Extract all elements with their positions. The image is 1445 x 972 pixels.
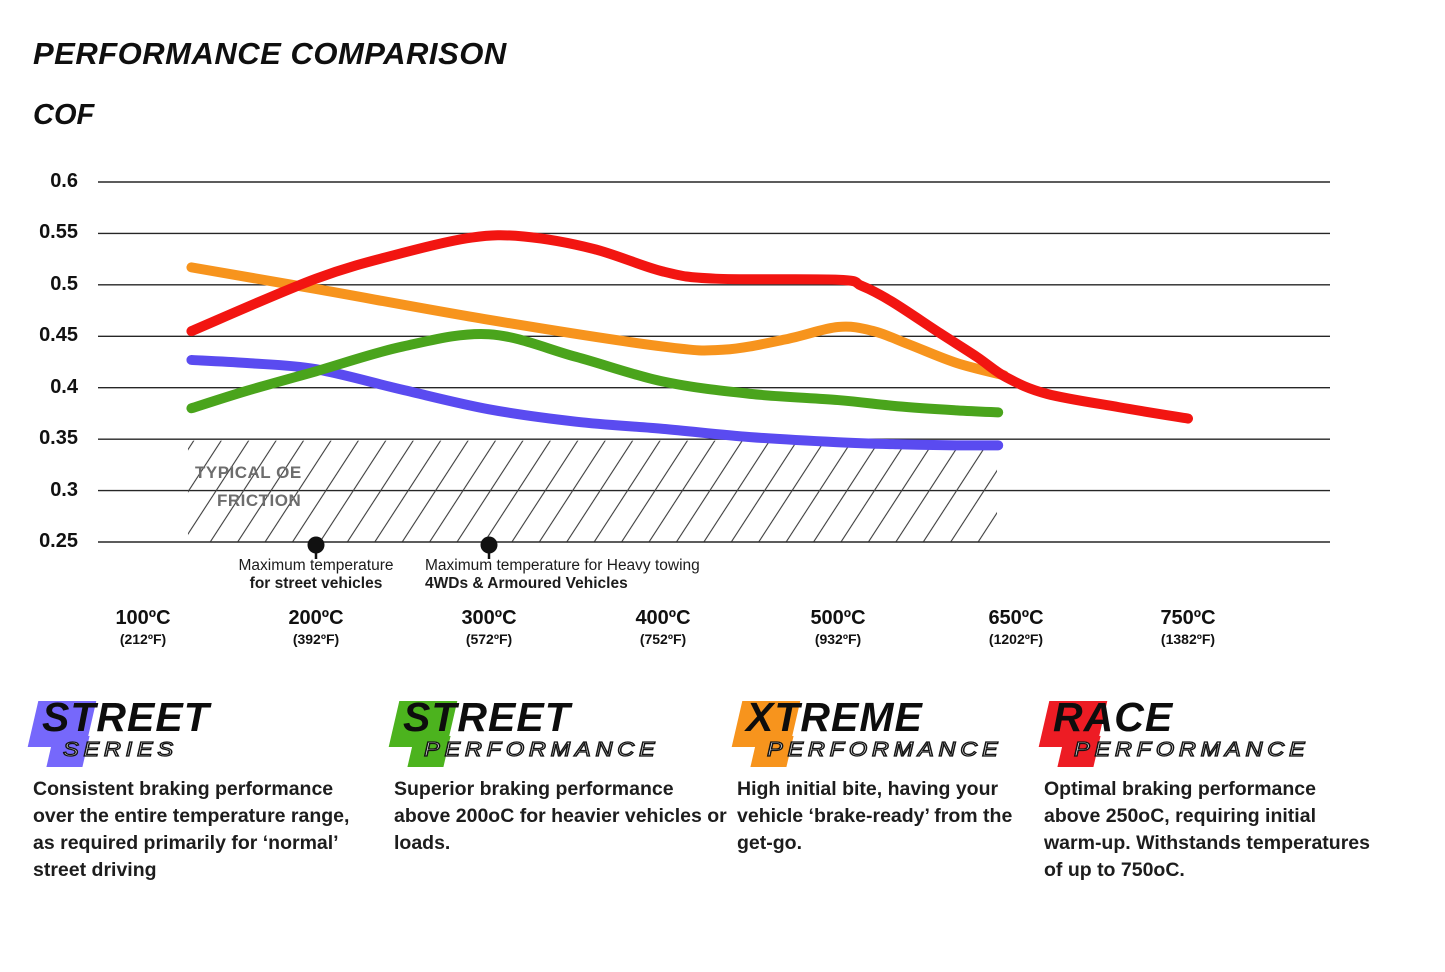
x-tick-label: 100ºC (212ºF) — [115, 607, 171, 647]
logo-word2: PERFORMANCE — [1074, 739, 1310, 761]
legend-item-street-performance — [394, 694, 732, 857]
y-tick-label: 0.6 — [50, 170, 78, 192]
x-tick-label: 750ºC (1382ºF) — [1160, 607, 1216, 647]
legend-description: Optimal braking performance above 250oC, requiring initial warm-up. Withstands temperatures of up to 750oC. — [1044, 778, 1370, 881]
x-tick-label: 400ºC (752ºF) — [635, 607, 691, 647]
x-tick-label: 500ºC (932ºF) — [810, 607, 866, 647]
logo-word2: PERFORMANCE — [424, 739, 660, 761]
page-title: PERFORMANCE COMPARISON — [33, 36, 507, 71]
logo-word1: RACE — [1053, 694, 1174, 740]
y-tick-label: 0.55 — [39, 221, 78, 244]
marker-caption: Maximum temperature for street vehicles — [238, 557, 394, 592]
y-tick-label: 0.5 — [50, 272, 78, 295]
legend-item-street-series — [33, 694, 375, 884]
legend-description: Superior braking performance above 200oC for heavier vehicles or loads. — [394, 778, 727, 854]
logo-word2: PERFORMANCE — [767, 739, 1003, 761]
y-tick-label: 0.45 — [39, 324, 78, 347]
x-tick-label: 200ºC (392ºF) — [288, 607, 344, 647]
xtreme-performance-logo — [737, 694, 1029, 768]
y-tick-label: 0.35 — [39, 427, 78, 450]
legend-description: High initial bite, having your vehicle ‘brake-ready’ from the get-go. — [737, 778, 1013, 854]
legend-item-xtreme-performance — [737, 694, 1029, 857]
y-tick-label: 0.3 — [50, 478, 78, 501]
logo-word2: SERIES — [63, 739, 178, 761]
legend-item-race-performance — [1044, 694, 1376, 884]
street-series-logo — [33, 694, 375, 768]
y-tick-label: 0.25 — [39, 530, 78, 552]
logo-word1: STREET — [42, 694, 210, 740]
x-tick-label: 650ºC (1202ºF) — [988, 607, 1044, 647]
marker-caption: Maximum temperature for Heavy towing 4WDs & Armoured Vehicles — [425, 557, 700, 592]
x-tick-label: 300ºC (572ºF) — [461, 607, 517, 647]
y-axis-title: COF — [33, 99, 95, 131]
legend-description: Consistent braking performance over the entire temperature range, as required primarily for ‘normal’ street driving — [33, 778, 350, 881]
logo-word1: XTREME — [746, 694, 923, 740]
y-tick-label: 0.4 — [50, 375, 78, 398]
race-performance-logo — [1044, 694, 1376, 768]
oe-friction-label: TYPICAL OE FRICTION — [194, 463, 302, 510]
logo-word1: STREET — [403, 694, 571, 740]
street-performance-logo — [394, 694, 732, 768]
